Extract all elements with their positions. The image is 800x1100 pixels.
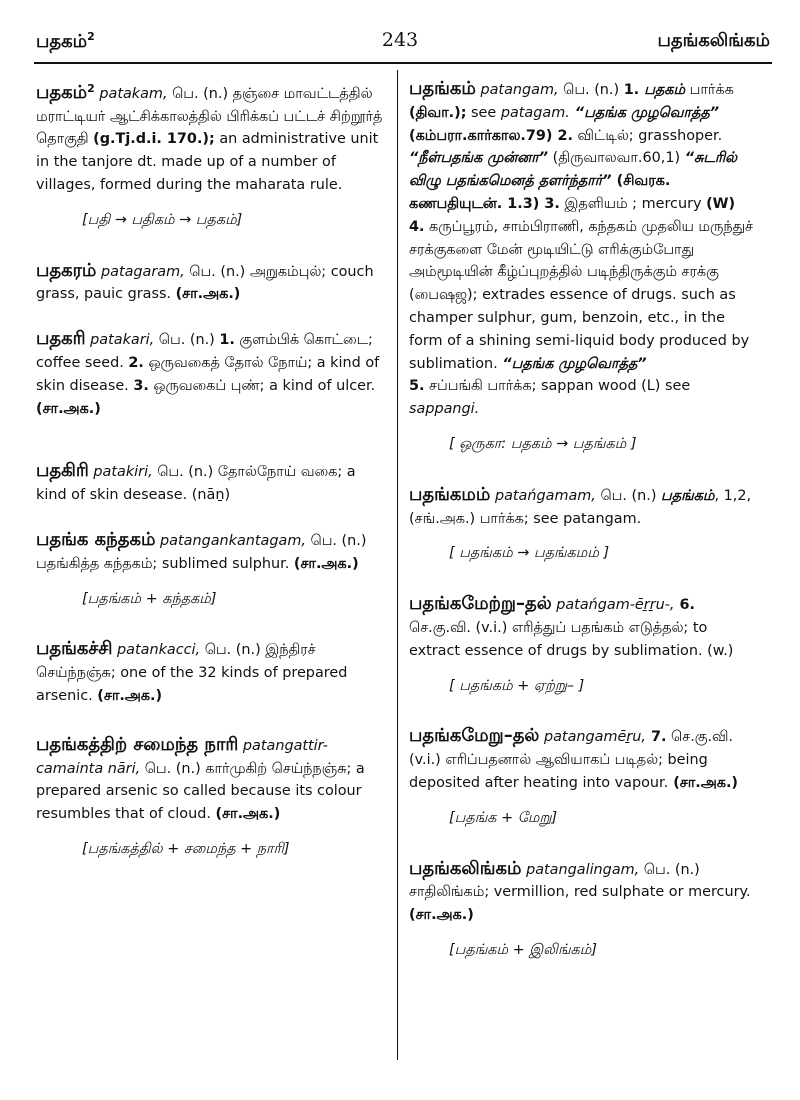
transliteration: patańgamam, xyxy=(494,487,596,504)
etymology: [பதங்கம் + கந்தகம்] xyxy=(82,590,217,607)
headword-superscript: 2 xyxy=(87,82,95,95)
definition-english: an administrative unit in the tanjore dt. made up of a number of villages, formed during the maharata rule. xyxy=(36,131,379,193)
entry-patangam xyxy=(409,78,755,456)
running-head-left: பதகம்$^2$ xyxy=(36,30,95,52)
sense-number: 4. xyxy=(409,218,425,235)
definition: கருப்பூரம், சாம்பிராணி, கந்தகம் முதலிய மருந்துச் சரக்குகளை மேன் மூடியிட்டு எரிக்கும்போது அம்மூடியின் கீழ்ப்புறத்தில் படிந்திருக்கும் சரக்கு (பைஷஜ); extrades essence of drugs. such as champer sulphur, gum, benzoin, etc., in the form of a shining semi-liquid body produced by sublimation. xyxy=(409,218,754,372)
headword: பதங்கச்சி xyxy=(36,638,113,660)
definition: பார்க்க xyxy=(685,82,734,98)
definition: பெ. (n.) கார்முகிற் செய்ந்நஞ்சு; a prepared arsenic so called because its colour resumbles that of cloud. xyxy=(36,760,365,823)
sense-number: 1. xyxy=(623,82,640,98)
citation: (சா.அக.) xyxy=(215,806,281,823)
definition: see xyxy=(466,104,501,121)
sense-number: 3. xyxy=(133,377,149,394)
transliteration: patakiri, xyxy=(93,464,153,481)
definition: விட்டில்; grasshoper. xyxy=(572,127,723,144)
definition: ஒருவகைப் புண்; a kind of ulcer. xyxy=(148,377,376,394)
citation: (கம்பரா.கார்கால.79) xyxy=(409,127,553,144)
transliteration: patangattir-camainta nāri, xyxy=(36,737,328,777)
etymology: [பதங்கம் + இலிங்கம்] xyxy=(449,941,597,958)
entry-patakam xyxy=(36,78,388,232)
definition: பெ. (n.) xyxy=(558,82,624,98)
definition: , 1,2, (சங்.அக.) பார்க்க; see patangam. xyxy=(409,487,752,527)
etymology: [ ஒருகா: பதகம் → பதங்கம் ] xyxy=(449,435,637,452)
quotation: “பதங்க முழவொத்த” xyxy=(569,104,720,121)
transliteration: patankacci, xyxy=(117,642,201,659)
sense-number: 2. xyxy=(552,127,573,144)
etymology: [ பதங்கம் + ஏற்று– ] xyxy=(449,677,585,694)
quotation: “சுடரில் விழு பதங்கமெனத் தளர்ந்தார்” xyxy=(409,150,738,190)
headword: பதங்கத்திற் சமைந்த நாரி xyxy=(36,733,239,755)
definition: பெ. (n.) xyxy=(154,332,220,349)
transliteration: patangam, xyxy=(480,82,559,98)
running-head-right: பதங்கலிங்கம் xyxy=(657,30,770,51)
sense-number: 3. xyxy=(539,195,560,212)
definition: பெ. (n.) தோல்நோய் வகை; a kind of skin desease. (nāṉ) xyxy=(36,464,356,504)
citation: (திருவாலவா.60,1) xyxy=(548,150,685,167)
definition: பெ. (n.) சாதிலிங்கம்; vermillion, red sulphate or mercury. xyxy=(409,861,751,901)
headword: பதங்கம் xyxy=(409,78,476,99)
headword: பதகரி xyxy=(36,328,86,350)
etymology: [ பதங்கம் → பதங்கமம் ] xyxy=(449,545,610,562)
entry-patakiri xyxy=(36,460,388,507)
etymology: [பதங்க + மேறு] xyxy=(449,809,558,826)
sense-number: 2. xyxy=(128,354,144,371)
sense-number: 5. xyxy=(409,378,425,395)
entry-patangalingam xyxy=(409,858,755,962)
transliteration: patangalingam, xyxy=(526,861,640,878)
cross-reference: பதங்கம் xyxy=(661,487,715,504)
definition: பெ. (n.) இந்திரச் செய்ந்நஞ்சு; one of the 32 kinds of prepared arsenic. xyxy=(36,642,348,704)
citation: (சிவரக. கணபதியுடன். 1.3) xyxy=(409,173,671,212)
sense-number: 1. xyxy=(219,332,235,349)
citation: (சா.அக.) xyxy=(293,555,359,572)
transliteration: patangamēṟu, xyxy=(543,729,646,746)
headword: பதங்கமம் xyxy=(409,483,491,505)
transliteration: patagaram, xyxy=(101,263,185,280)
headword: பதங்கமேறு–தல் xyxy=(409,725,540,747)
page-number: 243 xyxy=(381,29,419,51)
headword: பதங்கமேற்று–தல் xyxy=(409,593,552,615)
transliteration: patakam, xyxy=(99,85,168,102)
citation: (சா.அக.) xyxy=(668,774,739,791)
entry-patakari xyxy=(36,328,388,420)
header-rule xyxy=(34,62,772,64)
etymology: [பதங்கத்தில் + சமைந்த + நாரி] xyxy=(82,840,290,857)
citation: (சா.அக.) xyxy=(97,687,163,704)
headword: பதங்க கந்தகம் xyxy=(36,528,156,550)
sense-number: 7. xyxy=(645,729,667,746)
entry-patangattir-camainta-nari xyxy=(36,734,388,861)
left-column xyxy=(36,78,388,889)
transliteration: patangankantagam, xyxy=(160,532,306,549)
cross-reference: sappangi. xyxy=(409,401,480,418)
definition: பெ. (n.) அறுகம்புல்; couch grass, pauic grass. xyxy=(36,263,374,303)
etymology: [பதி → பதிகம் → பதகம்] xyxy=(82,211,243,228)
entry-patangam-erru xyxy=(409,593,755,697)
cross-reference: patagam. xyxy=(500,104,570,121)
entry-patagaram xyxy=(36,260,388,307)
definition: சப்பங்கி பார்க்க; sappan wood (L) see xyxy=(424,378,691,395)
citation: (சா.அக.) xyxy=(175,286,241,303)
citation: (சா.அக.) xyxy=(409,907,474,924)
headword: பதங்கலிங்கம் xyxy=(409,857,522,879)
definition: பெ. (n.) பதங்கித்த கந்தகம்; sublimed sulphur. xyxy=(36,532,367,572)
transliteration: patańgam-ēṟṟu-, xyxy=(556,597,675,614)
entry-patangamam xyxy=(409,484,755,565)
headword: பதகம் xyxy=(36,81,88,103)
headword: பதகரம் xyxy=(36,259,97,281)
definition: செ.கு.வி. (v.i.) எரிப்பதனால் ஆவியாகப் படிதல்; being deposited after heating into vapour. xyxy=(409,729,733,791)
definition: செ.கு.வி. (v.i.) எரித்துப் பதங்கம் எடுத்தல்; to extract essence of drugs by sublimation. (w.) xyxy=(409,619,734,659)
definition: பெ. (n.) xyxy=(595,487,662,504)
definition: பெ. (n.) தஞ்சை மாவட்டத்தில் மராட்டியர் ஆட்சிக்காலத்தில் பிரிக்கப் பட்டச் சிற்றூர்த் தொகுதி xyxy=(36,85,383,148)
citation: (சா.அக.) xyxy=(36,400,101,417)
headword: பதகிரி xyxy=(36,460,89,482)
entry-patankacci xyxy=(36,638,388,707)
definition: ஒருவகைத் தோல் நோய்; a kind of skin disease. xyxy=(36,354,380,394)
definition: இதளியம் ; mercury xyxy=(559,195,707,212)
sense-number: 6. xyxy=(674,597,695,614)
citation: (திவா.); xyxy=(409,104,467,121)
quotation: “பதங்க முழவொத்த” xyxy=(502,355,647,372)
definition: குளம்பிக் கொட்டை; coffee seed. xyxy=(36,332,373,371)
entry-patangankantagam xyxy=(36,529,388,610)
column-divider xyxy=(397,70,398,1060)
transliteration: patakari, xyxy=(90,332,155,349)
right-column xyxy=(409,78,755,990)
cross-reference: பதகம் xyxy=(639,82,686,98)
entry-patangameru xyxy=(409,725,755,829)
quotation: “நீள்பதங்க முன்னா” xyxy=(409,150,549,167)
citation: (W) xyxy=(706,195,736,212)
citation: (g.Tj.d.i. 170.); xyxy=(93,131,215,148)
